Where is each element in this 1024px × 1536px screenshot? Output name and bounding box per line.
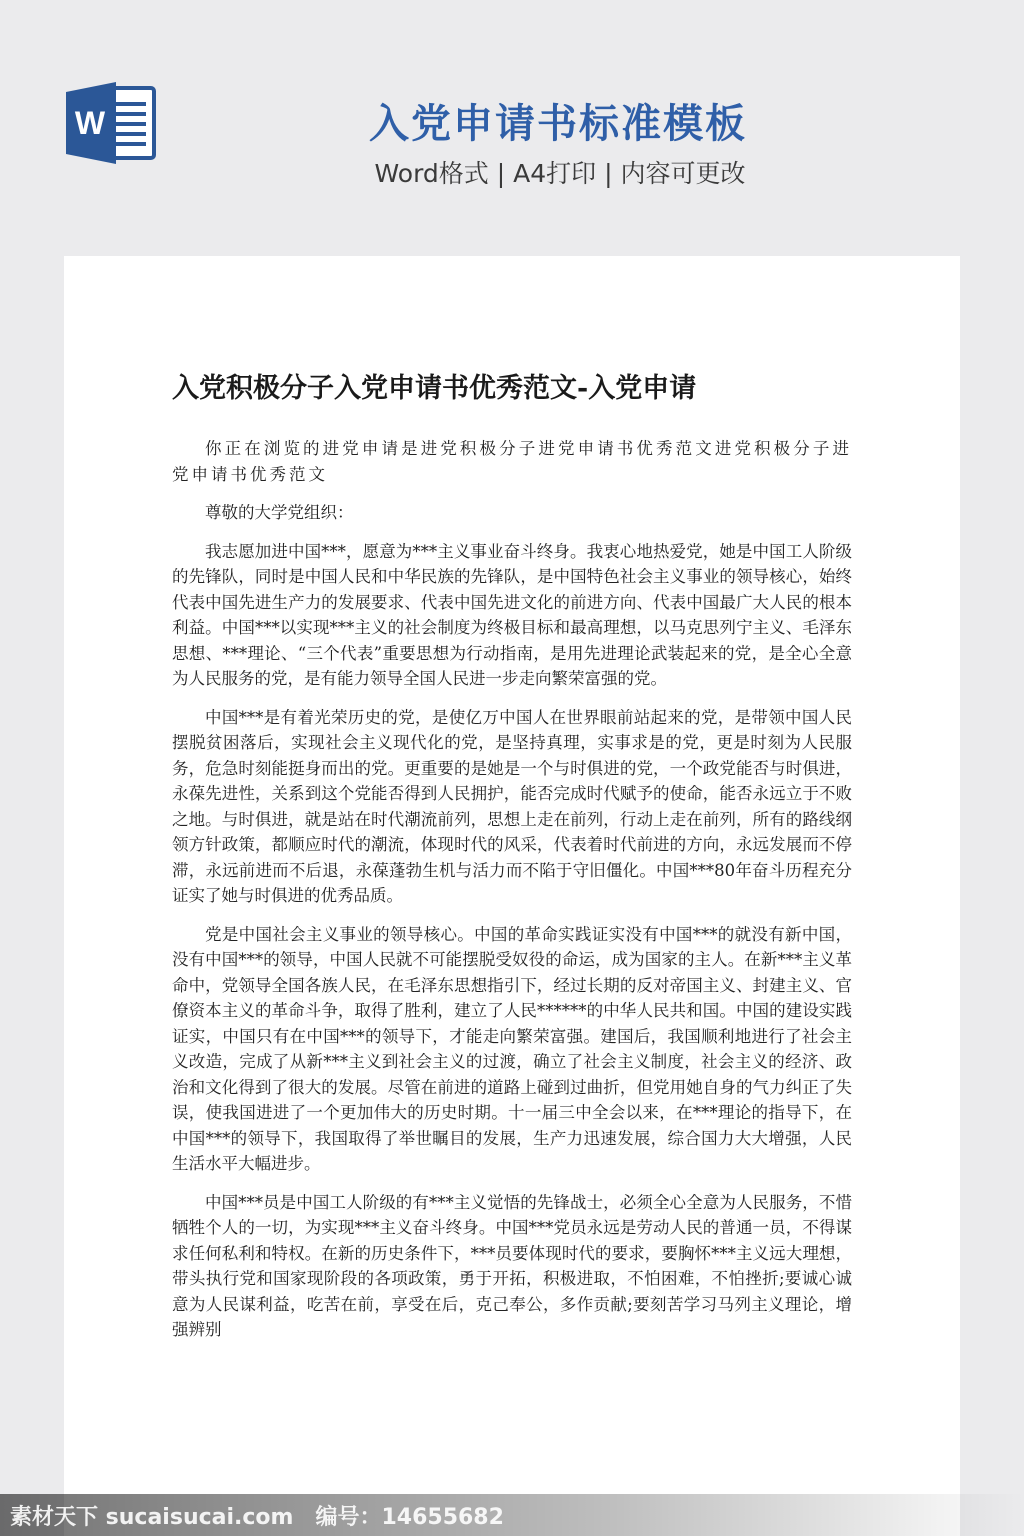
document-title: 入党积极分子入党申请书优秀范文-入党申请: [172, 373, 697, 404]
body-paragraph: 中国***是有着光荣历史的党，是使亿万中国人在世界眼前站起来的党，是带领中国人民摆脱贫困落后，实现社会主义现代化的党，是坚持真理，实事求是的党，更是时刻为人民服务，危急时刻能挺身而出的党。更重要的是她是一个与时俱进的党，一个政党能否与时俱进，永葆先进性，关系到这个党能否得到人民拥护，能否完成时代赋予的使命，能否永远立于不败之地。与时俱进，就是站在时代潮流前列，思想上走在前列，行动上走在前列，所有的路线纲领方针政策，都顺应时代的潮流，体现时代的风采，代表着时代前进的方向，永远发展而不停滞，永远前进而不后退，永葆蓬勃生机与活力而不陷于守旧僵化。中国***80年奋斗历程充分证实了她与时俱进的优秀品质。: [172, 707, 852, 905]
document-page: [64, 256, 960, 1536]
watermark-bar: [0, 1494, 1024, 1536]
intro-paragraph: 你正在浏览的进党申请是进党积极分子进党申请书优秀范文进党积极分子进党申请书优秀范文: [172, 439, 852, 484]
page-subtitle: Word格式 | A4打印 | 内容可更改: [374, 159, 746, 188]
salutation: 尊敬的大学党组织：: [205, 503, 354, 522]
body-paragraph: 党是中国社会主义事业的领导核心。中国的革命实践证实没有中国***的就没有新中国，没有中国***的领导，中国人民就不可能摆脱受奴役的命运，成为国家的主人。在新***主义革命中，党领导全国各族人民，在毛泽东思想指引下，经过长期的反对帝国主义、封建主义、官僚资本主义的革命斗争，取得了胜利，建立了人民******的中华人民共和国。中国的建设实践证实，中国只有在中国***的领导下，才能走向繁荣富强。建国后，我国顺利地进行了社会主义改造，完成了从新***主义到社会主义的过渡，确立了社会主义制度，社会主义的经济、政治和文化得到了很大的发展。尽管在前进的道路上碰到过曲折，但党用她自身的气力纠正了失误，使我国进进了一个更加伟大的历史时期。十一届三中全会以来，在***理论的指导下，在中国***的领导下，我国取得了举世瞩目的发展，生产力迅速发展，综合国力大大增强，人民生活水平大幅进步。: [172, 924, 852, 1173]
body-paragraph: 中国***员是中国工人阶级的有***主义觉悟的先锋战士，必须全心全意为人民服务，不惜牺牲个人的一切，为实现***主义奋斗终身。中国***党员永远是劳动人民的普通一员，不得谋求任何私利和特权。在新的历史条件下，***员要体现时代的要求，要胸怀***主义远大理想，带头执行党和国家现阶段的各项政策，勇于开拓，积极进取，不怕困难，不怕挫折;要诚心诚意为人民谋利益，吃苦在前，享受在后，克己奉公，多作贡献;要刻苦学习马列主义理论，增强辨别: [172, 1192, 852, 1339]
watermark-text: 素材天下 sucaisucai.com 编号：14655682: [10, 1505, 504, 1530]
page-title: 入党申请书标准模板: [369, 101, 747, 147]
word-logo-letter: W: [74, 105, 106, 141]
body-paragraph: 我志愿加进中国***，愿意为***主义事业奋斗终身。我衷心地热爱党，她是中国工人阶级的先锋队，同时是中国人民和中华民族的先锋队，是中国特色社会主义事业的领导核心，始终代表中国先进生产力的发展要求、代表中国先进文化的前进方向、代表中国最广大人民的根本利益。中国***以实现***主义的社会制度为终极目标和最高理想，以马克思列宁主义、毛泽东思想、***理论、“三个代表”重要思想为行动指南，是用先进理论武装起来的党，是全心全意为人民服务的党，是有能力领导全国人民进一步走向繁荣富强的党。: [172, 541, 852, 688]
document-body: [172, 436, 852, 1356]
template-header: [0, 0, 1024, 256]
